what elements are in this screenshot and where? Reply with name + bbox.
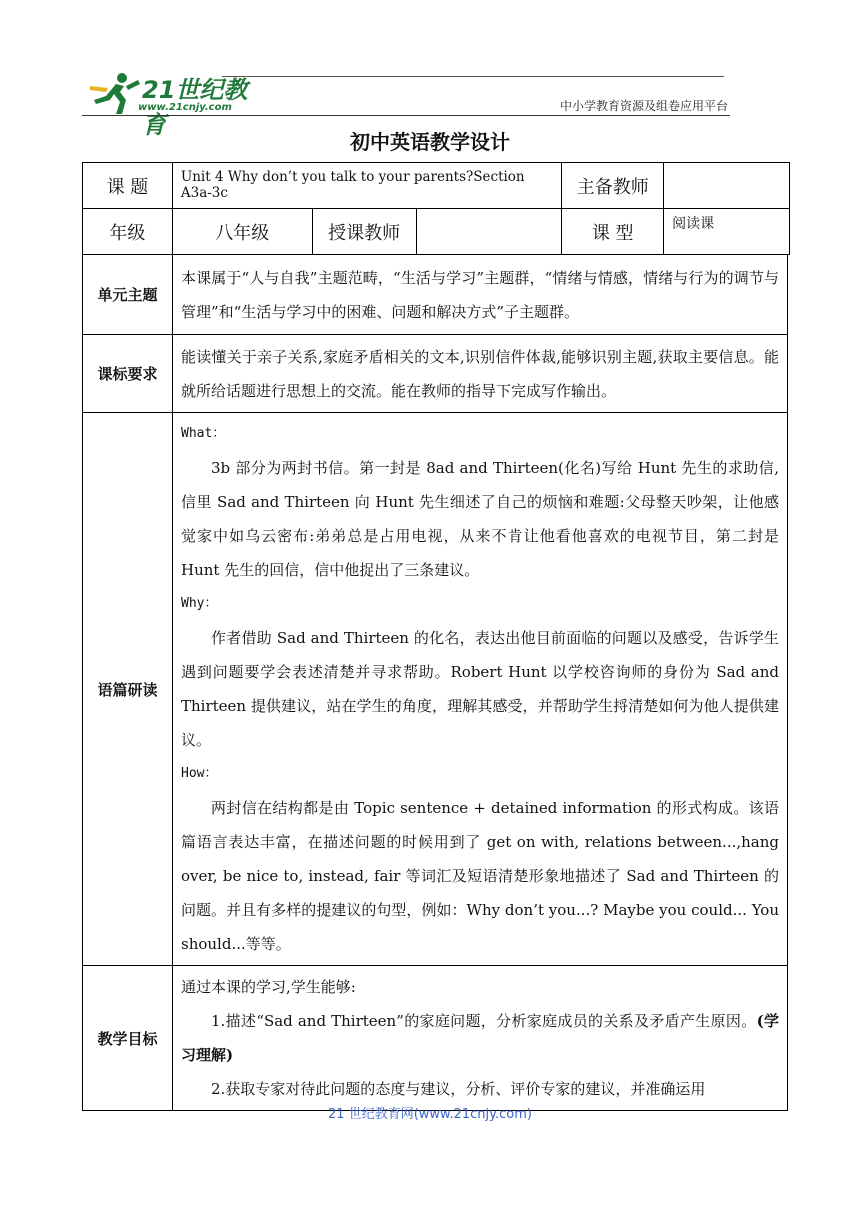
row-objectives [83,966,788,1111]
objectives-content [173,966,788,1111]
runner-logo-icon [86,70,142,116]
why-label: Why： [181,596,218,611]
info-row-2 [83,209,790,255]
what-text: 3b 部分为两封书信。第一封是 8ad and Thirteen(化名)写给 Hunt 先生的求助信,信里 Sad and Thirteen 向 Hunt 先生细述了自己的烦恼和难题:父母整天吵架，让他感觉家中如乌云密布:弟弟总是占用电视，从来不肯让他看他喜欢的电视节目，第二封是 Hunt 先生的回信，信中他捉出了三条建议。 [181,459,779,579]
objective-item-1-tag: (学习理解) [181,1012,779,1064]
topic-value: Unit 4 Why don’t you talk to your parents?Section A3a-3c [172,163,561,209]
page-header [82,64,732,139]
text-study-content [173,413,788,966]
header-bottom-rule [82,115,730,116]
platform-label: 中小学教育资源及组卷应用平台 [559,99,728,113]
objective-item-1-text: 1.描述“Sad and Thirteen”的家庭问题，分析家庭成员的关系及矛盾产生原因。 [211,1012,757,1030]
row-text-study [83,413,788,966]
objectives-label: 教学目标 [83,966,173,1111]
info-row-1 [83,163,790,209]
what-label: What： [181,426,226,441]
footer-source: 21 世纪教育网(www.21cnjy.com) [328,1107,532,1122]
unit-theme-label: 单元主题 [83,255,173,335]
logo-text: 21世纪教育 [142,76,248,139]
objective-item-1 [181,1004,779,1072]
teacher-value [416,209,562,255]
document-title: 初中英语教学设计 [350,130,510,154]
header-top-rule [222,76,724,77]
grade-label: 年级 [83,209,173,255]
teacher-label: 授课教师 [312,209,416,255]
why-text: 作者借助 Sad and Thirteen 的化名，表达出他目前面临的问题以及感受，告诉学生遇到问题要学会表述清楚并寻求帮助。Robert Hunt 以学校咨询师的身份为 Sad and Thirteen 提供建议，站在学生的角度，理解其感受，并帮助学生捋清楚如何为他人提供建议。 [181,629,779,749]
grade-value: 八年级 [172,209,312,255]
how-label: How： [181,766,218,781]
topic-label: 课 题 [83,163,173,209]
type-label: 课 型 [562,209,664,255]
standard-label: 课标要求 [83,335,173,413]
type-value: 阅读课 [664,209,790,255]
how-text: 两封信在结构都是由 Topic sentence + detained information 的形式构成。该语篇语言表达丰富，在描述问题的时候用到了 get on with, relations between...,hang over, be nice to, instead, fair 等词汇及短语清楚形象地描述了 Sad and Thirteen 的问题。并且有多样的提建议的句型，例如：Why don’t you...? Maybe you could... You should...等等。 [181,799,779,953]
objectives-intro: 通过本课的学习,学生能够: [181,978,356,996]
logo-url: www.21cnjy.com [138,102,232,113]
standard-text: 能读懂关于亲子关系,家庭矛盾相关的文本,识别信件体裁,能够识别主题,获取主要信息。能就所给话题进行思想上的交流。能在教师的指导下完成写作输出。 [173,335,788,413]
objective-item-2: 2.获取专家对待此问题的态度与建议，分析、评价专家的建议，并准确运用 [211,1080,706,1098]
row-unit-theme [83,255,788,335]
info-table [82,162,790,255]
unit-theme-text: 本课属于“人与自我”主题范畴，“生活与学习”主题群，“情绪与情感，情绪与行为的调节与管理”和“生活与学习中的困难、问题和解决方式”子主题群。 [173,255,788,335]
text-study-label: 语篇研读 [83,413,173,966]
row-standard [83,335,788,413]
main-teacher-label: 主备教师 [562,163,664,209]
main-table [82,254,788,1111]
main-teacher-value [664,163,790,209]
